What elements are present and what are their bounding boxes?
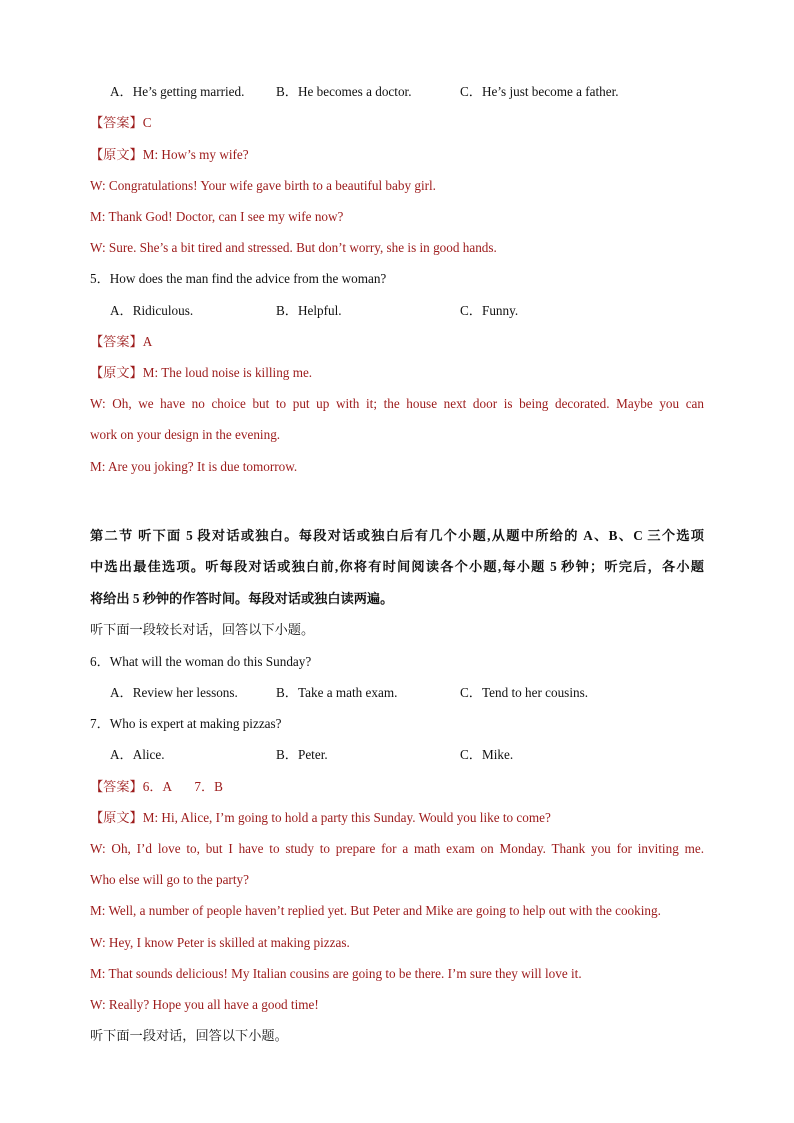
q7-option-c: C．Mike. <box>460 747 514 762</box>
section2-instruction-line: 第二节 听下面 5 段对话或独白。每段对话或独白后有几个小题,从题中所给的 A、B、C 三个选项 <box>90 528 704 543</box>
q5-option-b: B．Helpful. <box>276 303 342 318</box>
q6-q7-answer: 【答案】6．A 7．B <box>90 779 223 794</box>
section2-instruction-line: 中选出最佳选项。听每段对话或独白前,你将有时间阅读各个小题,每小题 5 秒钟；听完后，各小题 <box>90 559 704 574</box>
q4-transcript-line: M: Thank God! Doctor, can I see my wife now? <box>90 209 344 224</box>
transcript-label: 【原文】 <box>90 810 143 825</box>
transcript-text: M: How’s my wife? <box>142 147 249 162</box>
q5-transcript-line <box>90 364 312 382</box>
q7-transcript-line: M: That sounds delicious! My Italian cousins are going to be there. I’m sure they will love it. <box>90 966 582 981</box>
q4-transcript-line <box>90 146 249 164</box>
q4-transcript-line: W: Congratulations! Your wife gave birth to a beautiful baby girl. <box>90 178 436 193</box>
next-section-intro: 听下面一段对话，回答以下小题。 <box>90 1028 288 1043</box>
q5-option-c: C．Funny. <box>460 303 519 318</box>
q5-answer: 【答案】A <box>90 334 153 349</box>
q5-transcript-line: M: Are you joking? It is due tomorrow. <box>90 459 298 474</box>
q7-question: 7．Who is expert at making pizzas? <box>90 716 282 731</box>
q5-option-a: A．Ridiculous. <box>110 303 194 318</box>
q4-option-a: A．He’s getting married. <box>110 84 245 99</box>
q7-option-a: A．Alice. <box>110 747 165 762</box>
transcript-label: 【原文】 <box>90 365 143 380</box>
q7-option-b: B．Peter. <box>276 747 328 762</box>
q5-question: 5．How does the man find the advice from the woman? <box>90 271 387 286</box>
q7-transcript-line: W: Hey, I know Peter is skilled at making pizzas. <box>90 935 350 950</box>
q4-answer: 【答案】C <box>90 115 152 130</box>
q4-option-c: C．He’s just become a father. <box>460 84 619 99</box>
q4-option-b: B．He becomes a doctor. <box>276 84 412 99</box>
transcript-text: M: The loud noise is killing me. <box>142 365 313 380</box>
q6-option-b: B．Take a math exam. <box>276 685 398 700</box>
q7-transcript-line: W: Really? Hope you all have a good time! <box>90 997 319 1012</box>
q6-question: 6．What will the woman do this Sunday? <box>90 654 312 669</box>
q5-transcript-line: W: Oh, we have no choice but to put up with it; the house next door is being decorated. Maybe you can <box>90 396 704 411</box>
section2-intro: 听下面一段较长对话，回答以下小题。 <box>90 622 315 637</box>
q7-transcript-line <box>90 809 551 827</box>
transcript-text: M: Hi, Alice, I’m going to hold a party this Sunday. Would you like to come? <box>142 810 551 825</box>
section2-instruction-line: 将给出 5 秒钟的作答时间。每段对话或独白读两遍。 <box>90 591 394 606</box>
transcript-label: 【原文】 <box>90 147 143 162</box>
q7-transcript-line: Who else will go to the party? <box>90 872 249 887</box>
q7-transcript-line: M: Well, a number of people haven’t replied yet. But Peter and Mike are going to help out with the cooking. <box>90 903 661 918</box>
q7-transcript-line: W: Oh, I’d love to, but I have to study to prepare for a math exam on Monday. Thank you for inviting me. <box>90 841 704 856</box>
q5-transcript-line: work on your design in the evening. <box>90 427 281 442</box>
q4-transcript-line: W: Sure. She’s a bit tired and stressed. But don’t worry, she is in good hands. <box>90 240 497 255</box>
q6-option-c: C．Tend to her cousins. <box>460 685 589 700</box>
q6-option-a: A．Review her lessons. <box>110 685 238 700</box>
